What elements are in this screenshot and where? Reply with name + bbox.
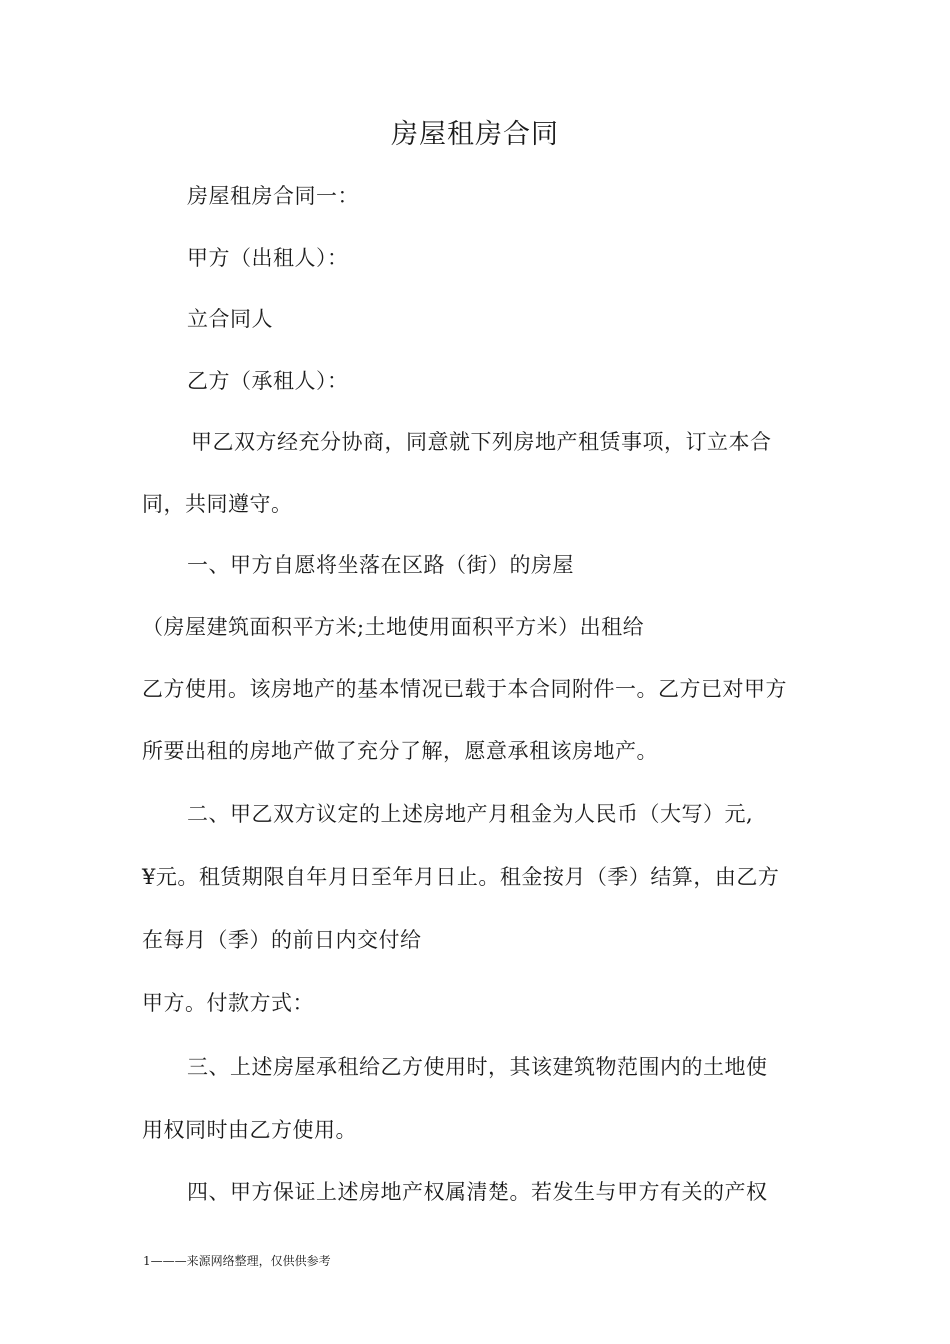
paragraph-line: 二、甲乙双方议定的上述房地产月租金为人民币（大写）元, [187,802,754,826]
paragraph-line: 三、上述房屋承租给乙方使用时，其该建筑物范围内的土地使 [187,1055,768,1079]
paragraph-line: 甲方（出租人）： [187,246,349,270]
paragraph-line: 所要出租的房地产做了充分了解，愿意承租该房地产。 [142,739,658,763]
paragraph-line: 房屋租房合同一： [187,184,359,208]
paragraph-line: 四、甲方保证上述房地产权属清楚。若发生与甲方有关的产权 [187,1180,768,1204]
paragraph-line: ¥元。租赁期限自年月日至年月日止。租金按月（季）结算，由乙方 [142,865,780,889]
paragraph-line: 立合同人 [187,307,273,331]
paragraph-line: 甲乙双方经充分协商，同意就下列房地产租赁事项，订立本合 [191,430,772,454]
paragraph-line: 一、甲方自愿将坐落在区路（街）的房屋 [187,553,574,577]
paragraph-line: 同，共同遵守。 [142,492,293,516]
paragraph-line: 乙方（承租人）： [187,369,349,393]
paragraph-line: 乙方使用。该房地产的基本情况已载于本合同附件一。乙方已对甲方 [142,677,787,701]
paragraph-line: （房屋建筑面积平方米;土地使用面积平方米）出租给 [142,615,645,639]
paragraph-line: 用权同时由乙方使用。 [142,1118,357,1142]
document-title: 房屋租房合同 [391,119,559,150]
paragraph-line: 甲方。付款方式： [142,991,314,1015]
page-footer: 1———来源网络整理，仅供供参考 [143,1254,331,1268]
paragraph-line: 在每月（季）的前日内交付给 [142,928,422,952]
